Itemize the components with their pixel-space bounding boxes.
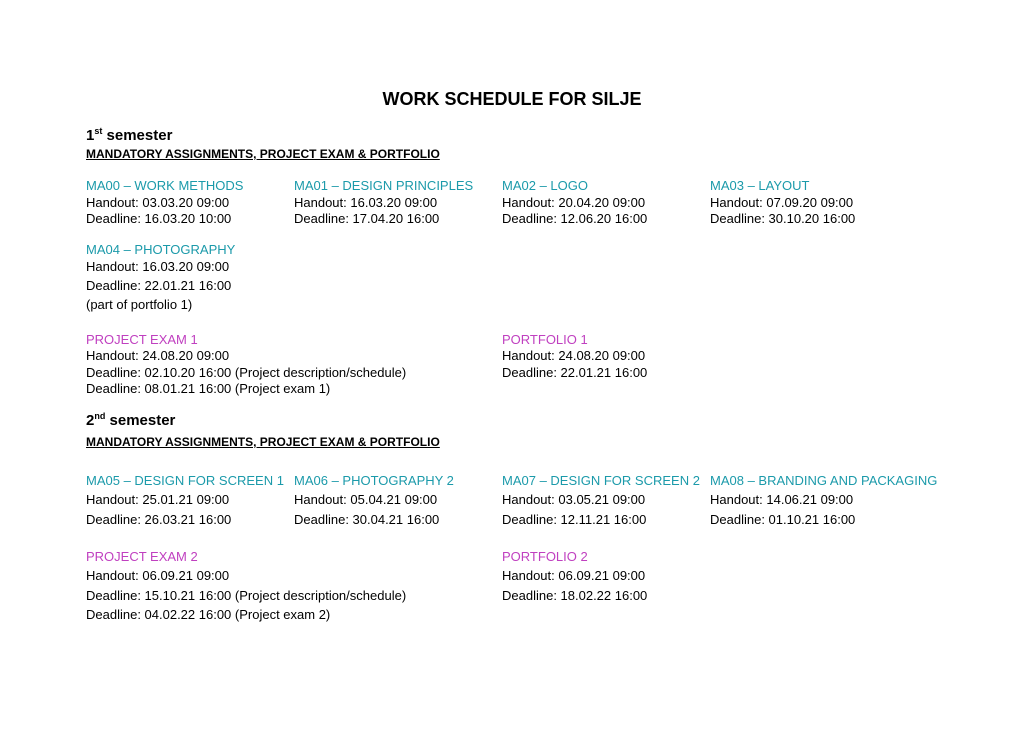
- project-exam-deadline: Deadline: 15.10.21 16:00 (Project description/schedule): [86, 588, 407, 603]
- assignment-handout: Handout: 03.03.20 09:00: [86, 195, 230, 210]
- assignment-title: MA07 – DESIGN FOR SCREEN 2: [502, 473, 700, 488]
- assignment-title: MA01 – DESIGN PRINCIPLES: [294, 178, 474, 193]
- semester-2-subheading: MANDATORY ASSIGNMENTS, PROJECT EXAM & PORTFOLIO: [86, 435, 440, 449]
- assignment-deadline: Deadline: 12.06.20 16:00: [502, 211, 648, 226]
- assignment-handout: Handout: 05.04.21 09:00: [294, 492, 438, 507]
- project-exam-title: PROJECT EXAM 1: [86, 332, 198, 347]
- assignment-deadline: Deadline: 17.04.20 16:00: [294, 211, 440, 226]
- assignment-handout: Handout: 07.09.20 09:00: [710, 195, 854, 210]
- portfolio-title: PORTFOLIO 2: [502, 549, 588, 564]
- semester-1-number: 1: [86, 127, 95, 144]
- assignment-deadline: Deadline: 22.01.21 16:00: [86, 278, 232, 293]
- project-exam-deadline: Deadline: 04.02.22 16:00 (Project exam 2): [86, 607, 331, 622]
- portfolio-deadline: Deadline: 18.02.22 16:00: [502, 588, 648, 603]
- portfolio-handout: Handout: 06.09.21 09:00: [502, 568, 646, 583]
- assignment-handout: Handout: 16.03.20 09:00: [86, 259, 230, 274]
- assignment-deadline: Deadline: 26.03.21 16:00: [86, 512, 232, 527]
- assignment-deadline: Deadline: 16.03.20 10:00: [86, 211, 232, 226]
- project-exam-handout: Handout: 06.09.21 09:00: [86, 568, 230, 583]
- project-exam-deadline: Deadline: 08.01.21 16:00 (Project exam 1): [86, 381, 331, 396]
- semester-1-subheading: MANDATORY ASSIGNMENTS, PROJECT EXAM & PORTFOLIO: [86, 147, 440, 161]
- assignment-handout: Handout: 20.04.20 09:00: [502, 195, 646, 210]
- semester-1-ordinal: st: [94, 126, 103, 136]
- portfolio-deadline: Deadline: 22.01.21 16:00: [502, 365, 648, 380]
- assignment-title: MA08 – BRANDING AND PACKAGING: [710, 473, 938, 488]
- semester-1-label: semester: [106, 127, 173, 144]
- semester-2-ordinal: nd: [94, 411, 106, 421]
- portfolio-handout: Handout: 24.08.20 09:00: [502, 348, 646, 363]
- assignment-deadline: Deadline: 12.11.21 16:00: [502, 512, 647, 527]
- semester-2-number: 2: [86, 412, 95, 429]
- project-exam-title: PROJECT EXAM 2: [86, 549, 198, 564]
- assignment-deadline: Deadline: 30.04.21 16:00: [294, 512, 440, 527]
- assignment-title: MA05 – DESIGN FOR SCREEN 1: [86, 473, 284, 488]
- assignment-title: MA02 – LOGO: [502, 178, 588, 193]
- assignment-handout: Handout: 25.01.21 09:00: [86, 492, 230, 507]
- project-exam-deadline: Deadline: 02.10.20 16:00 (Project description/schedule): [86, 365, 407, 380]
- page-title: WORK SCHEDULE FOR SILJE: [382, 89, 642, 109]
- assignment-handout: Handout: 03.05.21 09:00: [502, 492, 646, 507]
- assignment-title: MA03 – LAYOUT: [710, 178, 810, 193]
- project-exam-handout: Handout: 24.08.20 09:00: [86, 348, 230, 363]
- semester-2-heading: [86, 412, 175, 429]
- assignment-handout: Handout: 14.06.21 09:00: [710, 492, 854, 507]
- assignment-deadline: Deadline: 01.10.21 16:00: [710, 512, 856, 527]
- semester-2-label: semester: [109, 412, 176, 429]
- portfolio-title: PORTFOLIO 1: [502, 332, 588, 347]
- assignment-note: (part of portfolio 1): [86, 297, 193, 312]
- assignment-title: MA00 – WORK METHODS: [86, 178, 244, 193]
- semester-1-heading: [86, 127, 172, 144]
- assignment-deadline: Deadline: 30.10.20 16:00: [710, 211, 856, 226]
- assignment-title: MA06 – PHOTOGRAPHY 2: [294, 473, 454, 488]
- assignment-title: MA04 – PHOTOGRAPHY: [86, 242, 236, 257]
- assignment-handout: Handout: 16.03.20 09:00: [294, 195, 438, 210]
